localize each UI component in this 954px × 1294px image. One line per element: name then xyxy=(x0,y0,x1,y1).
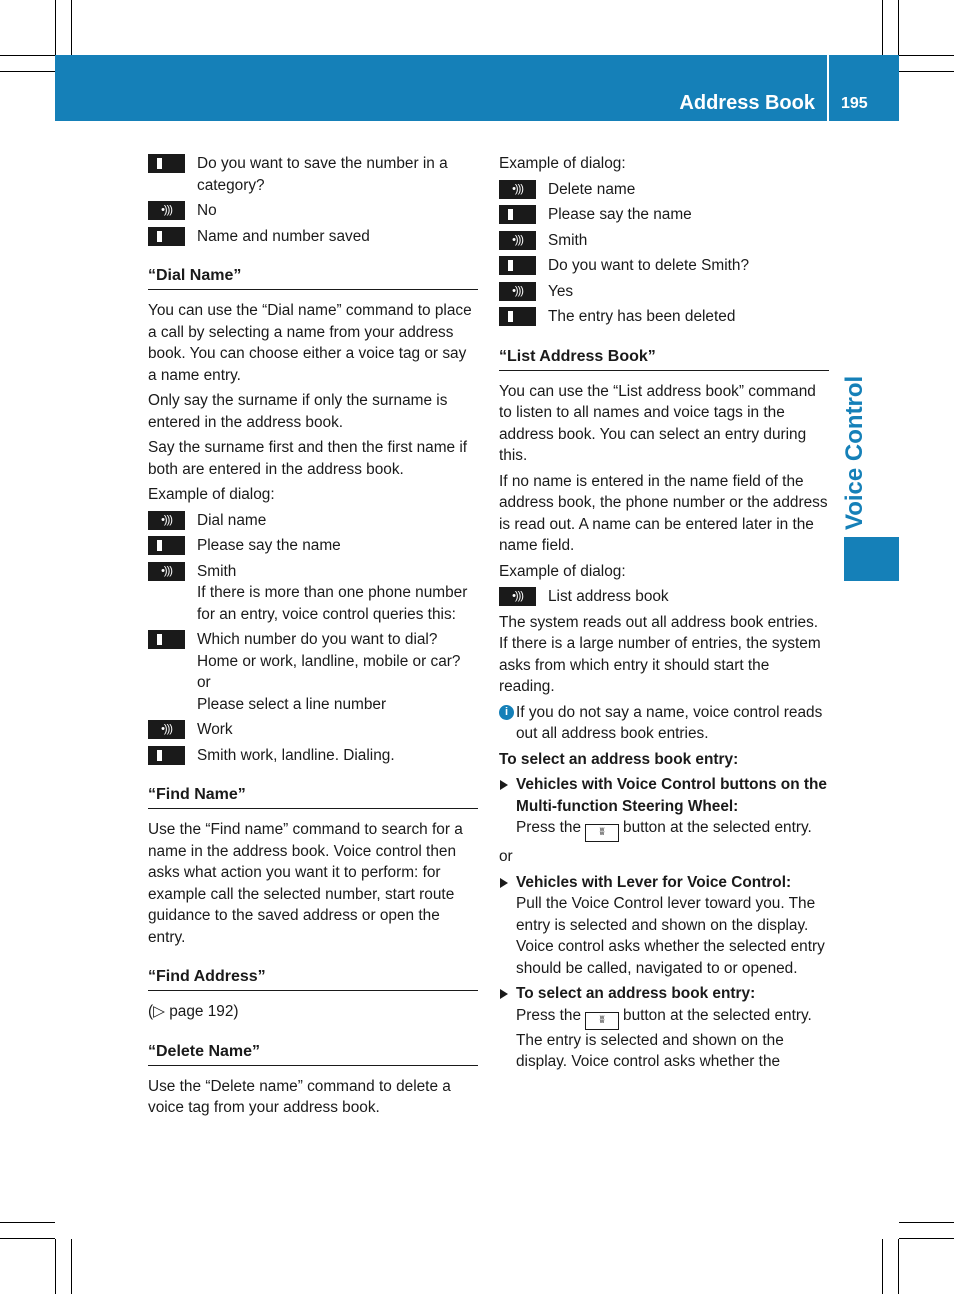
speaker-icon xyxy=(148,227,185,246)
step-text: button at the selected entry. xyxy=(623,1006,812,1024)
dialog-line xyxy=(148,200,478,222)
dialog-line xyxy=(148,535,478,557)
paragraph: If no name is entered in the name field of the address book, the phone number or the address is read out. A name can be entered later in the name field. xyxy=(499,472,828,554)
user-speaking-icon: •))) xyxy=(148,511,185,530)
paragraph: You can use the “Dial name” command to place a call by selecting a name from your address book. You can choose either a voice tag or say a name entry. xyxy=(148,302,472,384)
paragraph: Example of dialog: xyxy=(499,562,626,580)
crop-mark xyxy=(0,71,55,72)
speaker-icon xyxy=(148,746,185,765)
user-speaking-icon: •))) xyxy=(148,562,185,581)
crop-mark xyxy=(898,0,899,55)
crop-mark xyxy=(71,0,72,55)
section-heading: “List Address Book” xyxy=(499,346,829,371)
dialog-text: Do you want to save the number in a category? xyxy=(197,155,448,194)
dialog-line xyxy=(148,629,478,715)
voice-control-button-icon: ʬ xyxy=(585,1012,619,1030)
procedure-step xyxy=(499,774,829,842)
dialog-text: The entry has been deleted xyxy=(548,308,736,325)
section-heading: “Find Name” xyxy=(148,784,478,809)
dialog-line xyxy=(148,510,478,532)
crop-mark xyxy=(899,55,954,56)
procedure-step xyxy=(499,983,829,1073)
chapter-tab xyxy=(840,375,870,530)
step-title: To select an address book entry: xyxy=(516,985,756,1002)
section-heading: “Find Address” xyxy=(148,966,478,991)
speaker-icon xyxy=(148,630,185,649)
info-icon: i xyxy=(499,705,514,720)
dialog-line xyxy=(499,255,829,277)
crop-mark xyxy=(71,1239,72,1294)
paragraph: or xyxy=(499,848,513,865)
page-header xyxy=(55,55,899,121)
speaker-icon xyxy=(148,154,185,173)
crop-mark xyxy=(55,0,56,55)
paragraph: Use the “Delete name” command to delete a voice tag from your address book. xyxy=(148,1077,451,1116)
dialog-or: or xyxy=(197,674,211,691)
chapter-tab-label: Voice Control xyxy=(841,375,868,530)
dialog-line xyxy=(148,226,478,248)
dialog-line xyxy=(499,179,829,201)
speaker-icon xyxy=(499,205,536,224)
dialog-text: Delete name xyxy=(548,180,636,198)
paragraph: The system reads out all address book entries. If there is a large number of entries, the system asks from which entry it should start the reading. xyxy=(499,613,821,695)
dialog-text: Work xyxy=(197,721,233,738)
dialog-text: List address book xyxy=(548,588,669,605)
paragraph: Only say the surname if only the surname is entered in the address book. xyxy=(148,392,448,431)
dialog-line xyxy=(499,281,829,303)
section-title: Address Book xyxy=(679,92,815,114)
paragraph: Say the surname first and then the first name if both are entered in the address book. xyxy=(148,439,468,478)
crop-mark xyxy=(0,1222,55,1223)
user-speaking-icon: •))) xyxy=(499,282,536,301)
crop-mark xyxy=(55,1239,56,1294)
dialog-text: No xyxy=(197,202,217,219)
step-text: Pull the Voice Control lever toward you. The entry is selected and shown on the display. Voice control asks whether the selected entry should be called, navigated to or opened. xyxy=(516,895,825,977)
step-title: Vehicles with Voice Control buttons on the Multi-function Steering Wheel: xyxy=(516,776,827,815)
user-speaking-icon: •))) xyxy=(148,201,185,220)
voice-control-button-icon: ʬ xyxy=(585,824,619,842)
dialog-alt: Please select a line number xyxy=(197,695,387,713)
speaker-icon xyxy=(499,307,536,326)
paragraph: Use the “Find name” command to search for a name in the address book. Voice control then asks what action you want it to perform: for example call the selected number, start route guidance to the saved address or open the entry. xyxy=(148,821,463,946)
step-text: Press the xyxy=(516,1006,582,1024)
left-column xyxy=(148,153,478,1123)
dialog-line xyxy=(148,153,478,196)
dialog-line xyxy=(148,719,478,741)
info-text: If you do not say a name, voice control reads out all address book entries. xyxy=(516,703,823,742)
step-text: Press the xyxy=(516,819,582,836)
dialog-text: Dial name xyxy=(197,511,267,529)
crop-mark xyxy=(882,0,883,55)
user-speaking-icon: •))) xyxy=(148,720,185,739)
page-number: 195 xyxy=(841,95,868,112)
dialog-line xyxy=(499,586,829,608)
user-speaking-icon: •))) xyxy=(499,231,536,250)
dialog-text: Yes xyxy=(548,282,574,300)
crop-mark xyxy=(899,1238,954,1239)
paragraph: Example of dialog: xyxy=(148,486,275,503)
section-heading: “Dial Name” xyxy=(148,265,478,290)
dialog-note: If there is more than one phone number for an entry, voice control queries this: xyxy=(197,584,468,623)
dialog-line xyxy=(499,204,829,226)
procedure-step xyxy=(499,872,829,980)
dialog-line xyxy=(499,306,829,328)
step-text: button at the selected entry. xyxy=(623,819,812,836)
crop-mark xyxy=(899,71,954,72)
right-column xyxy=(499,153,829,1077)
paragraph: Example of dialog: xyxy=(499,155,626,172)
step-text: The entry is selected and shown on the display. Voice control asks whether the xyxy=(516,1031,784,1070)
dialog-line xyxy=(499,230,829,252)
user-speaking-icon: •))) xyxy=(499,587,536,606)
crop-mark xyxy=(0,1238,55,1239)
section-heading: “Delete Name” xyxy=(148,1041,478,1066)
crop-mark xyxy=(0,55,55,56)
header-divider xyxy=(827,55,829,121)
dialog-text: Name and number saved xyxy=(197,227,370,245)
dialog-text: Please say the name xyxy=(197,537,341,554)
dialog-line xyxy=(148,561,478,626)
dialog-text: Do you want to delete Smith? xyxy=(548,257,750,274)
speaker-icon xyxy=(148,536,185,555)
crop-mark xyxy=(882,1239,883,1294)
dialog-text: Smith xyxy=(197,562,237,580)
speaker-icon xyxy=(499,256,536,275)
dialog-text: Which number do you want to dial? Home or work, landline, mobile or car? xyxy=(197,631,461,670)
dialog-text: Smith xyxy=(548,231,588,249)
paragraph: You can use the “List address book” command to listen to all names and voice tags in the address book. You can select an entry during this. xyxy=(499,382,816,464)
dialog-text: Please say the name xyxy=(548,206,692,223)
crop-mark xyxy=(898,1239,899,1294)
procedure-heading: To select an address book entry: xyxy=(499,750,739,768)
info-note xyxy=(499,702,829,745)
step-title: Vehicles with Lever for Voice Control: xyxy=(516,873,792,891)
crop-mark xyxy=(899,1222,954,1223)
dialog-line xyxy=(148,745,478,767)
user-speaking-icon: •))) xyxy=(499,180,536,199)
page-reference-link[interactable]: (▷ page 192) xyxy=(148,1003,239,1020)
chapter-tab-marker xyxy=(844,537,899,581)
dialog-text: Smith work, landline. Dialing. xyxy=(197,746,395,764)
